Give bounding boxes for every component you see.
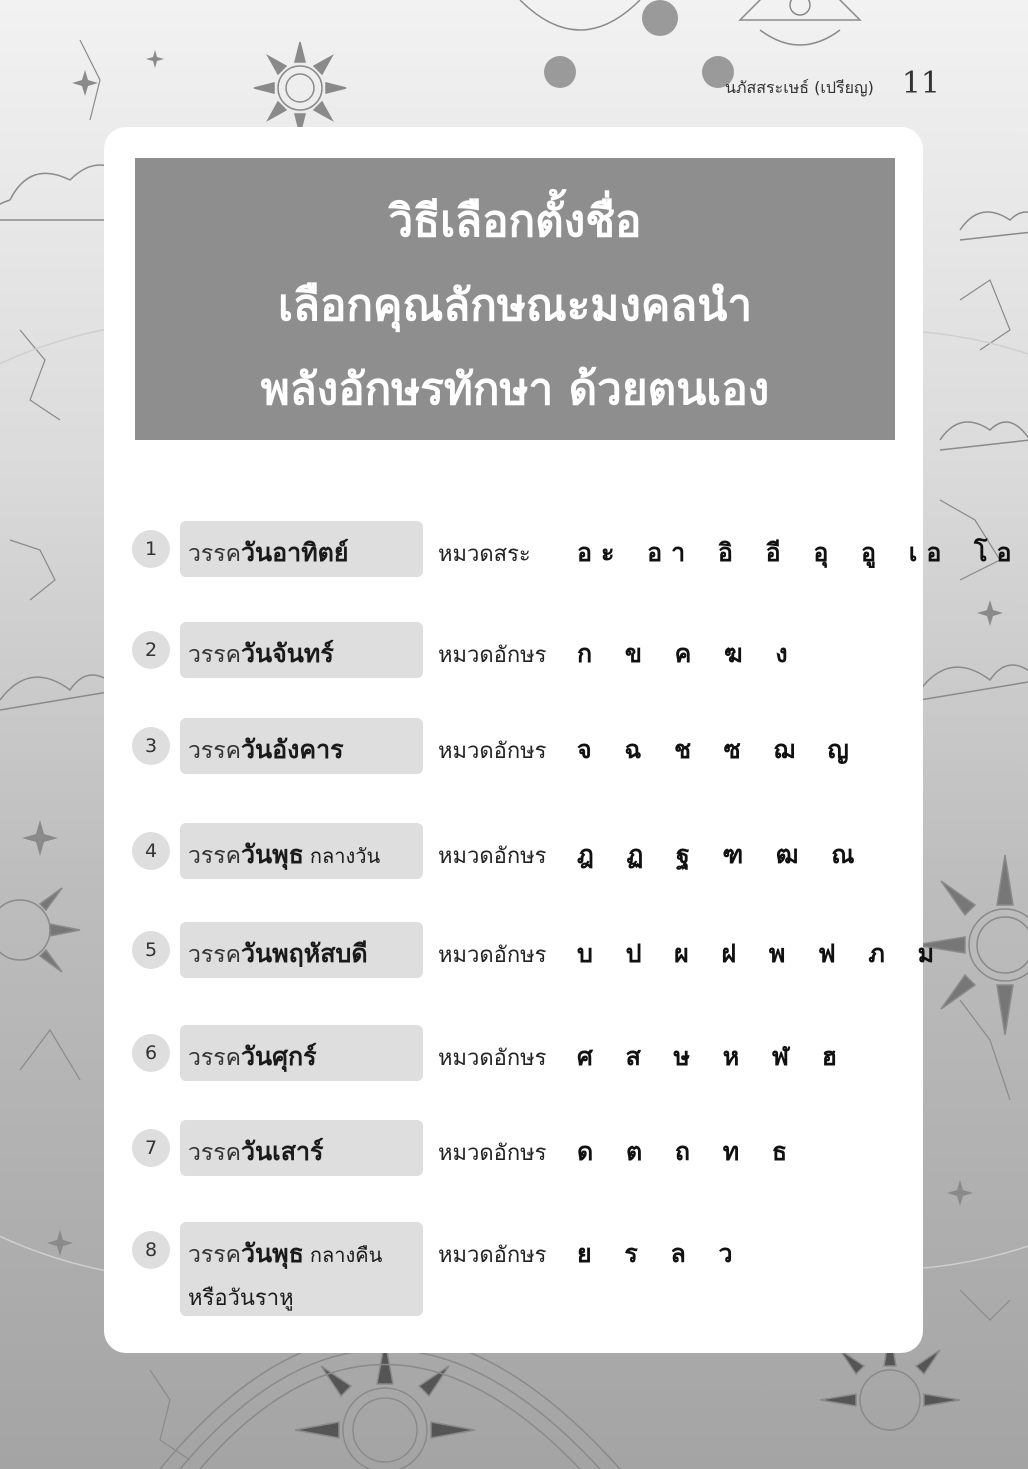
letter-group: ด ต ถ ท ธ [577, 1137, 797, 1166]
letter-group: ศ ส ษ ห ฬ ฮ [577, 1042, 846, 1071]
day-name: วันจันทร์ [241, 639, 334, 668]
page-header [725, 66, 940, 101]
day-label [180, 521, 423, 577]
row-number: 6 [132, 1034, 170, 1072]
letter-group: บ ป ผ ฝ พ ฟ ภ ม [577, 939, 944, 968]
title-line-1: วิธีเลือกตั้งชื่อ [388, 196, 642, 247]
title-box [135, 158, 895, 440]
day-label [180, 622, 423, 678]
eye-triangle-icon [740, 0, 860, 45]
day-time: กลางวัน [309, 844, 381, 868]
day-label [180, 1025, 423, 1081]
day-prefix: วรรค [188, 942, 242, 968]
running-title: นภัสสระเษธ์ (เปรียญ) [725, 78, 874, 97]
day-name: วันศุกร์ [241, 1042, 317, 1071]
letter-group: ก ข ค ฆ ง [577, 639, 797, 668]
day-name: วันอาทิตย์ [241, 538, 349, 567]
category-label: หมวดอักษร [438, 943, 547, 968]
day-name: วันพฤหัสบดี [241, 939, 368, 968]
day-label [180, 1222, 423, 1316]
row-number: 1 [132, 530, 170, 568]
page-number: 11 [901, 66, 940, 101]
row-number: 4 [132, 832, 170, 870]
row-number: 3 [132, 727, 170, 765]
title-line-3: พลังอักษรทักษา ด้วยตนเอง [260, 364, 770, 415]
sun-icon [254, 42, 346, 134]
day-label [180, 823, 423, 879]
letter-group: ฎ ฏ ฐ ฑ ฒ ณ [577, 840, 864, 869]
day-label [180, 922, 423, 978]
row-number: 7 [132, 1129, 170, 1167]
day-name: วันพุธ [241, 1239, 304, 1268]
category-label: หมวดอักษร [438, 1141, 547, 1166]
day-prefix: วรรค [188, 642, 242, 668]
title-line-2: เลือกคุณลักษณะมงคลนำ [277, 280, 753, 331]
day-name: วันพุธ [241, 840, 304, 869]
day-label [180, 718, 423, 774]
letter-group: ย ร ล ว [577, 1239, 742, 1268]
day-prefix: วรรค [188, 843, 242, 869]
sun-icon [0, 888, 80, 972]
category-label: หมวดอักษร [438, 643, 547, 668]
day-name: วันเสาร์ [241, 1137, 324, 1166]
letter-group: จ ฉ ช ซ ฌ ญ [577, 735, 858, 764]
category-label: หมวดอักษร [438, 1046, 547, 1071]
category-label: หมวดอักษร [438, 739, 547, 764]
day-name: วันอังคาร [241, 735, 344, 764]
day-label [180, 1120, 423, 1176]
letter-group: อะ อา อิ อี อุ อู เอ โอ [577, 538, 1021, 567]
category-label: หมวดสระ [438, 542, 531, 567]
row-number: 2 [132, 631, 170, 669]
category-label: หมวดอักษร [438, 1243, 547, 1268]
moon-phases-icon [520, 0, 734, 88]
day-prefix: วรรค [188, 541, 242, 567]
day-prefix: วรรค [188, 738, 242, 764]
day-prefix: วรรค [188, 1242, 242, 1268]
day-time: กลางคืน [309, 1243, 383, 1267]
content-card [104, 127, 1021, 1353]
day-prefix: วรรค [188, 1045, 242, 1071]
row-number: 5 [132, 931, 170, 969]
day-alt-name: หรือวันราหู [188, 1286, 294, 1311]
row-number: 8 [132, 1231, 170, 1269]
category-label: หมวดอักษร [438, 844, 547, 869]
day-prefix: วรรค [188, 1140, 242, 1166]
